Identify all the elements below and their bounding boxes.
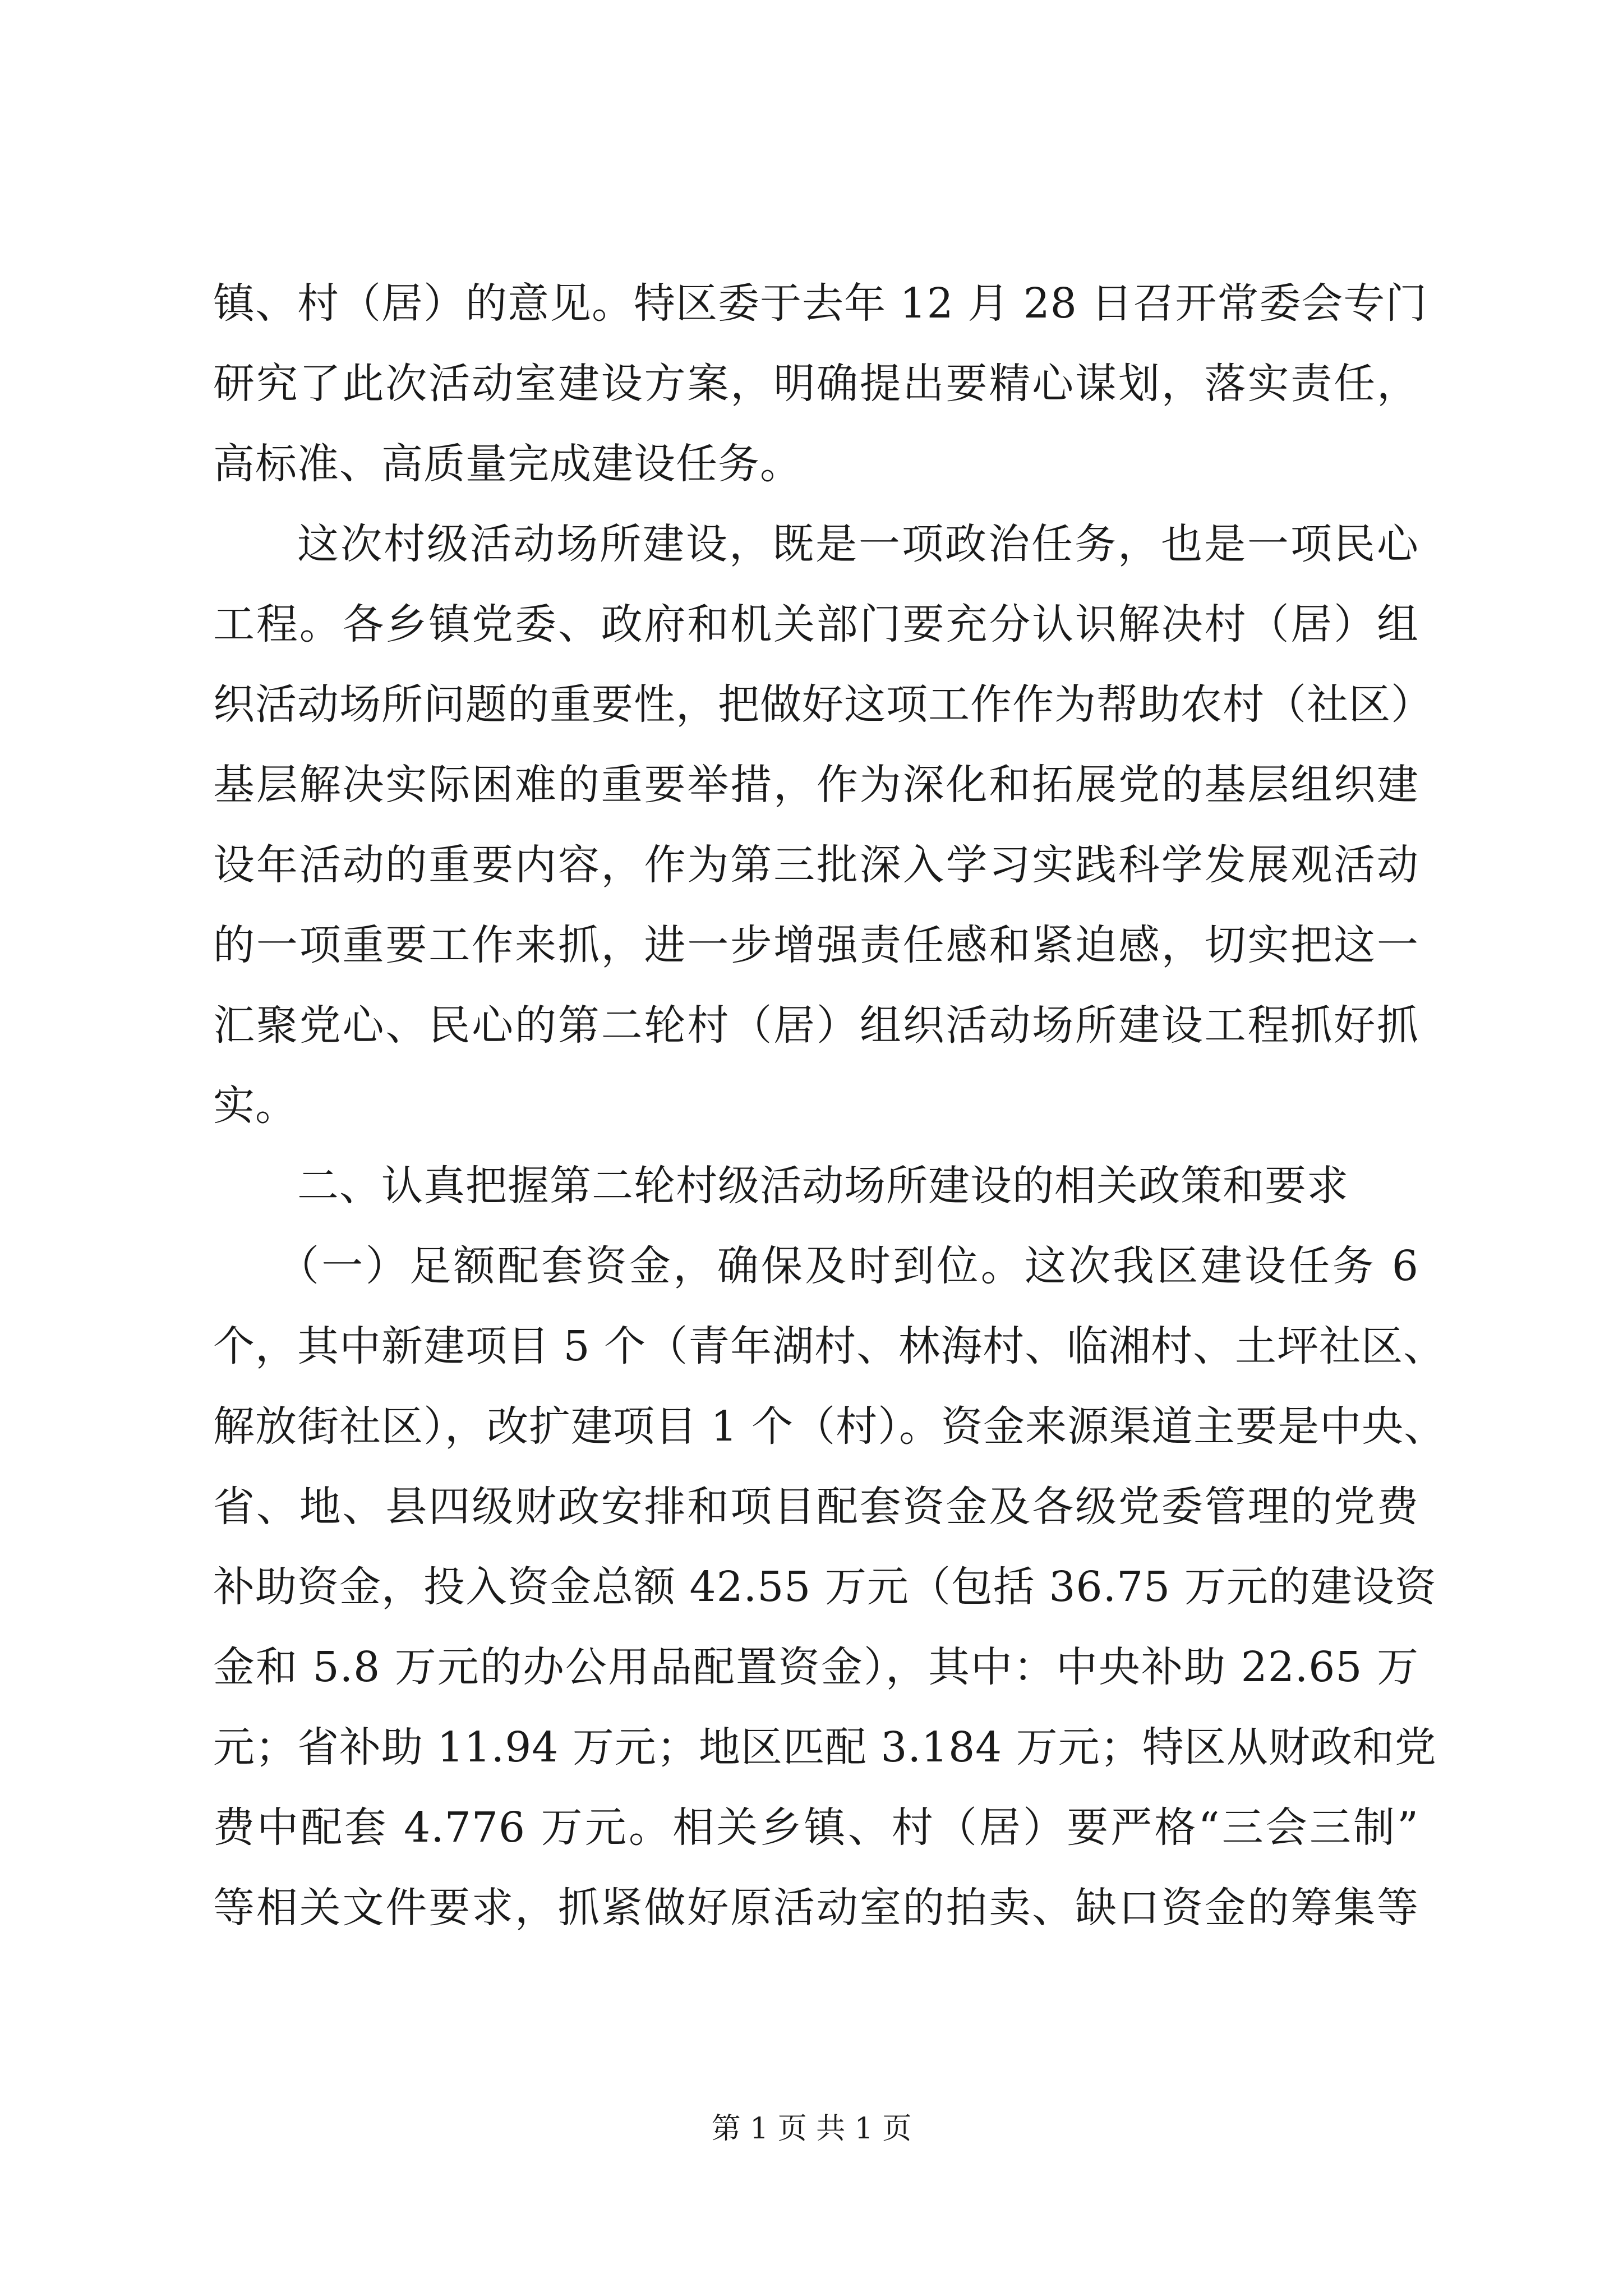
subsection-heading: （一）足额配套资金，确保及时到位。这次我区建设任务 6	[278, 1242, 1419, 1290]
text-line: 解放街社区），改扩建项目 1 个（村）。资金来源渠道主要是中央、	[213, 1402, 1446, 1451]
page-footer: 第 1 页 共 1 页	[711, 2112, 912, 2146]
text-line: 实。	[213, 1082, 297, 1130]
text-line: 费中配套 4.776 万元。相关乡镇、村（居）要严格“三会三制”	[213, 1803, 1419, 1852]
text-line: 设年活动的重要内容，作为第三批深入学习实践科学发展观活动	[213, 841, 1419, 889]
text-line: 高标准、高质量完成建设任务。	[213, 440, 802, 488]
text-line: 的一项重要工作来抓，进一步增强责任感和紧迫感，切实把这一	[213, 921, 1419, 969]
text-line: 镇、村（居）的意见。特区委于去年 12 月 28 日召开常委会专门	[213, 279, 1428, 328]
text-line: 研究了此次活动室建设方案，明确提出要精心谋划，落实责任，	[213, 360, 1419, 408]
text-line: 基层解决实际困难的重要举措，作为深化和拓展党的基层组织建	[213, 761, 1419, 809]
document-body	[213, 264, 1446, 1948]
text-line: 补助资金，投入资金总额 42.55 万元（包括 36.75 万元的建设资	[213, 1563, 1437, 1611]
text-line: 元；省补助 11.94 万元；地区匹配 3.184 万元；特区从财政和党	[213, 1723, 1437, 1772]
text-line: 金和 5.8 万元的办公用品配置资金），其中：中央补助 22.65 万	[213, 1643, 1419, 1691]
text-line: 等相关文件要求，抓紧做好原活动室的拍卖、缺口资金的筹集等	[213, 1884, 1419, 1932]
text-line: 这次村级活动场所建设，既是一项政治任务，也是一项民心	[297, 520, 1419, 568]
text-line: 个，其中新建项目 5 个（青年湖村、林海村、临湘村、土坪社区、	[213, 1322, 1446, 1370]
text-line: 工程。各乡镇党委、政府和机关部门要充分认识解决村（居）组	[213, 600, 1419, 648]
text-line: 省、地、县四级财政安排和项目配套资金及各级党委管理的党费	[213, 1483, 1419, 1531]
text-line: 织活动场所问题的重要性，把做好这项工作作为帮助农村（社区）	[213, 680, 1433, 729]
text-line: 汇聚党心、民心的第二轮村（居）组织活动场所建设工程抓好抓	[213, 1001, 1419, 1050]
section-heading: 二、认真把握第二轮村级活动场所建设的相关政策和要求	[297, 1162, 1349, 1210]
